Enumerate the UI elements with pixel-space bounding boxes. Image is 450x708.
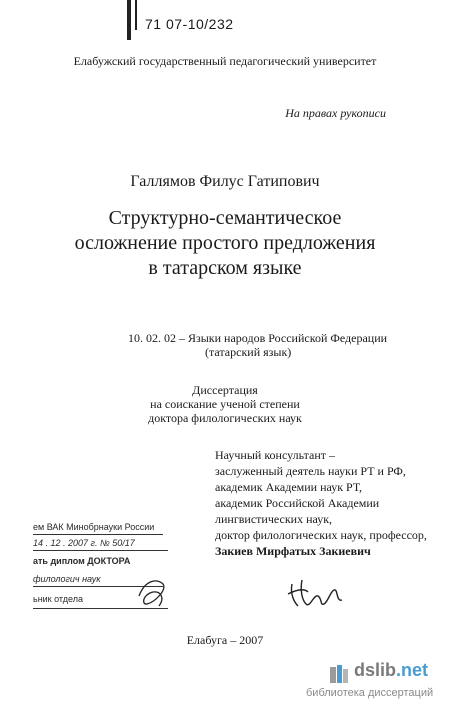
watermark	[306, 660, 446, 704]
dissertation-line: доктора филологических наук	[148, 411, 302, 425]
stamp-bar	[127, 0, 131, 40]
specialty-language: (татарский язык)	[205, 345, 292, 359]
stamp-bar	[135, 0, 137, 30]
consultant-line: академик Академии наук РТ,	[215, 480, 363, 494]
stamp-text: 14 . 12 . 2007 г. № 50/17	[33, 538, 135, 548]
stamp-signature-icon	[135, 574, 170, 610]
title-line: в татарском языке	[148, 257, 302, 279]
consultant-line: Научный консультант –	[215, 448, 335, 462]
manuscript-rights: На правах рукописи	[285, 106, 386, 120]
consultant-line: академик Российской Академии	[215, 496, 380, 510]
city-year: Елабуга – 2007	[186, 633, 264, 647]
watermark-brand-tld: .net	[396, 660, 429, 680]
consultant-line: лингвистических наук,	[215, 512, 333, 526]
watermark-brand-name: dslib	[354, 660, 397, 680]
consultant-line: доктор филологических наук, профессор,	[215, 528, 427, 542]
archive-code: 71 07-10/232	[145, 16, 234, 32]
specialty-code: 10. 02. 02 – Языки народов Российской Федерации	[128, 331, 388, 345]
title-line: осложнение простого предложения	[74, 232, 376, 254]
watermark-tagline: библиотека диссертаций	[306, 687, 434, 699]
dissertation-line: на соискание ученой степени	[150, 397, 300, 411]
stamp-text: ьник отдела	[33, 594, 83, 604]
consultant-name: Закиев Мирфатых Закиевич	[215, 544, 371, 558]
stamp-rule	[33, 550, 168, 551]
title-line: Структурно-семантическое	[108, 207, 342, 229]
stamp-text: ать диплом ДОКТОРА	[33, 556, 131, 566]
signature-icon	[284, 574, 344, 614]
author-name: Галлямов Филус Гатипович	[130, 173, 320, 190]
watermark-brand	[354, 660, 428, 681]
stamp-text: филологич наук	[33, 574, 101, 584]
stamp-text: ем ВАК Минобрнауки России	[33, 522, 155, 532]
dslib-logo-icon	[328, 663, 350, 685]
dissertation-line: Диссертация	[192, 383, 258, 397]
stamp-rule	[33, 534, 163, 535]
university-name: Елабужский государственный педагогический университет	[73, 54, 377, 68]
consultant-line: заслуженный деятель науки РТ и РФ,	[215, 464, 406, 478]
